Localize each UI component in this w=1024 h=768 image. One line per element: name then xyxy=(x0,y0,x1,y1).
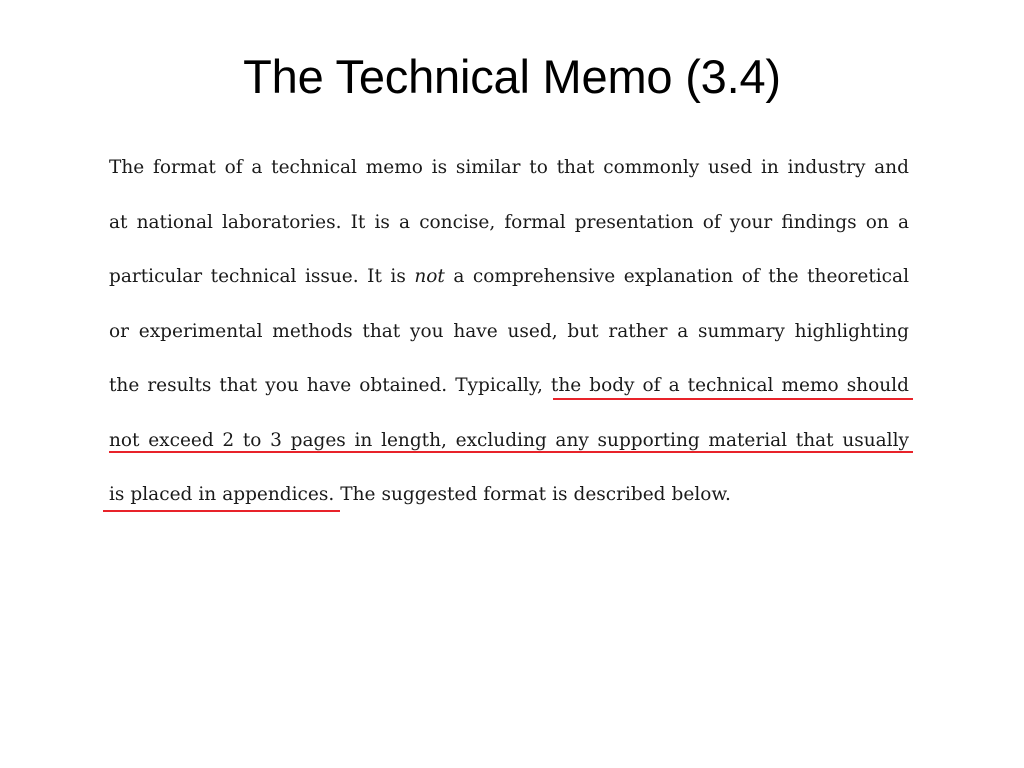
memo-paragraph xyxy=(109,150,909,532)
paragraph-line-6: not exceed 2 to 3 pages in length, excluding any supporting material that usually xyxy=(109,429,909,451)
paragraph-line-5: the results that you have obtained. Typically, the body of a technical memo should xyxy=(109,375,909,396)
paragraph-line-2: at national laboratories. It is a concise, formal presentation of your findings on a xyxy=(109,211,909,233)
paragraph-line-1: The format of a technical memo is similar to that commonly used in industry and xyxy=(109,157,909,178)
paragraph-line-7: is placed in appendices. The suggested format is described below. xyxy=(109,484,731,505)
highlight-underline-1 xyxy=(553,398,913,400)
paragraph-line-4: or experimental methods that you have used, but rather a summary highlighting xyxy=(109,320,909,342)
slide-title: The Technical Memo (3.4) xyxy=(243,50,781,103)
highlight-underline-3 xyxy=(103,510,340,512)
highlight-underline-2 xyxy=(109,451,913,453)
paragraph-line-3: particular technical issue. It is not a comprehensive explanation of the theoretical xyxy=(109,266,909,287)
